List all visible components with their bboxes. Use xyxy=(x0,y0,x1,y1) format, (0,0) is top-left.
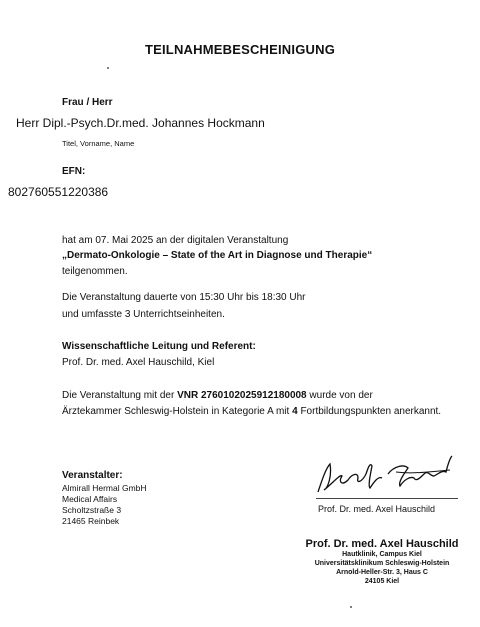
vnr-suffix: wurde von der xyxy=(309,390,373,401)
event-title: „Dermato-Onkologie – State of the Art in Diagnose und Therapie“ xyxy=(62,250,373,261)
leadership-label: Wissenschaftliche Leitung und Referent: xyxy=(62,341,256,352)
stamp-line: Universitätsklinikum Schleswig-Holstein xyxy=(314,560,450,567)
stamp-line: Arnold-Heller-Str. 3, Haus C xyxy=(336,569,428,576)
organizer-label: Veranstalter: xyxy=(62,470,123,481)
signature-line xyxy=(316,498,458,499)
vnr-line-1 xyxy=(62,390,373,401)
organizer-line: Scholtzstraße 3 xyxy=(62,505,122,515)
efn-value: 802760551220386 xyxy=(8,185,109,199)
stamp-line: 24105 Kiel xyxy=(364,578,400,585)
document-title: TEILNAHMEBESCHEINIGUNG xyxy=(144,42,336,57)
organizer-line: Medical Affairs xyxy=(62,494,118,504)
organizer-line: Almirall Hermal GmbH xyxy=(62,483,147,493)
efn-label: EFN: xyxy=(62,166,86,177)
stamp xyxy=(292,538,472,586)
vnr-line-2 xyxy=(62,406,441,417)
speck xyxy=(350,606,352,608)
handwritten-signature xyxy=(312,452,462,498)
event-units: und umfasste 3 Unterrichtseinheiten. xyxy=(62,309,225,320)
vnr-number: VNR 2760102025912180008 xyxy=(177,390,307,401)
vnr-recognized: Fortbildungspunkten anerkannt. xyxy=(300,406,442,417)
vnr-prefix: Die Veranstaltung mit der xyxy=(62,390,175,401)
name-caption: Titel, Vorname, Name xyxy=(62,139,135,148)
signature-caption: Prof. Dr. med. Axel Hauschild xyxy=(318,504,436,514)
speck xyxy=(107,67,109,69)
vnr-points: 4 xyxy=(292,406,298,417)
event-time: Die Veranstaltung dauerte von 15:30 Uhr bis 18:30 Uhr xyxy=(62,292,306,303)
event-participated: teilgenommen. xyxy=(62,266,128,277)
organizer-line: 21465 Reinbek xyxy=(62,516,120,526)
salutation-label: Frau / Herr xyxy=(62,97,113,108)
participant-name: Herr Dipl.-Psych.Dr.med. Johannes Hockmann xyxy=(16,116,265,130)
leadership-name: Prof. Dr. med. Axel Hauschild, Kiel xyxy=(62,357,215,368)
stamp-line: Hautklinik, Campus Kiel xyxy=(342,551,422,558)
vnr-chamber: Ärztekammer Schleswig-Holstein in Kategorie A mit xyxy=(62,406,290,417)
event-intro: hat am 07. Mai 2025 an der digitalen Veranstaltung xyxy=(62,235,289,246)
stamp-name: Prof. Dr. med. Axel Hauschild xyxy=(305,538,459,550)
